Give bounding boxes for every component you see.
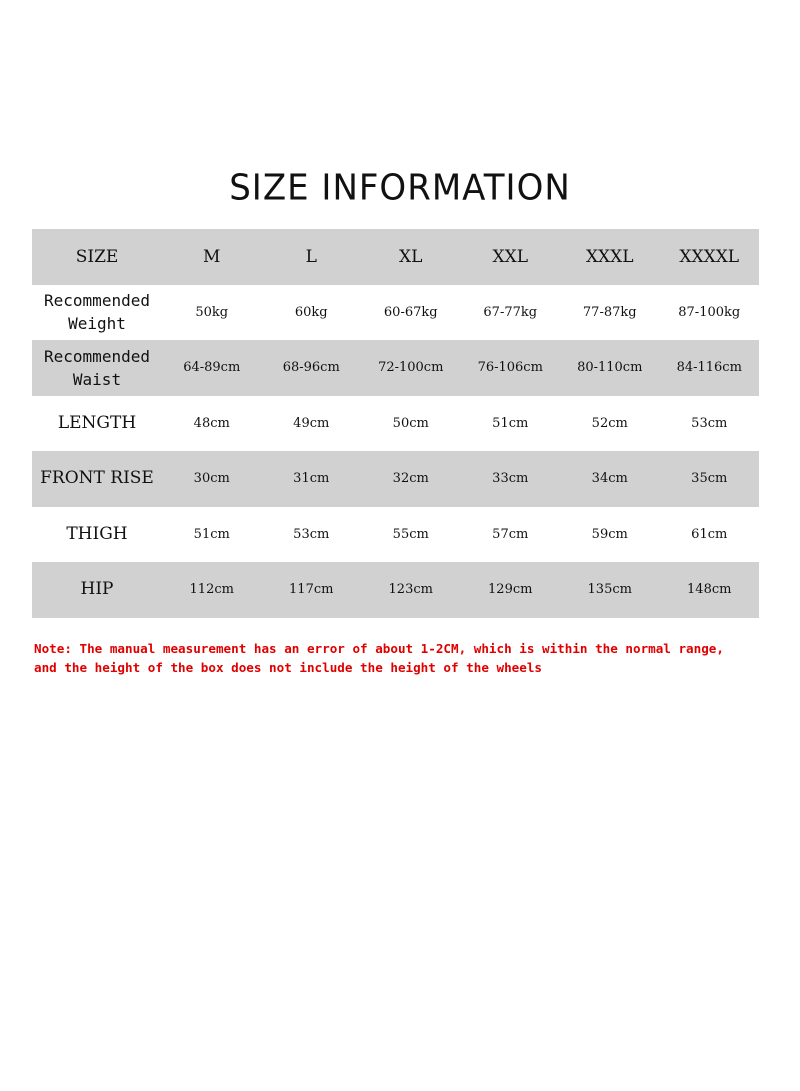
header-cell: SIZE — [32, 229, 162, 285]
table-cell: 55cm — [392, 526, 429, 542]
table-cell: 80-110cm — [560, 340, 660, 396]
table-cell: 76-106cm — [461, 340, 561, 396]
table-cell: 34cm — [560, 451, 660, 507]
row-label: LENGTH — [57, 412, 137, 433]
table-cell: 60-67kg — [383, 304, 438, 320]
table-cell: 59cm — [591, 526, 628, 542]
table-cell: 30cm — [162, 451, 262, 507]
table-cell: 72-100cm — [361, 340, 461, 396]
row-label: THIGH — [66, 523, 128, 544]
table-cell: 33cm — [461, 451, 561, 507]
table-row — [32, 562, 759, 618]
table-cell: 68-96cm — [262, 340, 362, 396]
page-title: SIZE INFORMATION — [229, 167, 571, 209]
table-cell: 64-89cm — [162, 340, 262, 396]
table-cell: 51cm — [492, 415, 529, 431]
size-chart-table — [32, 229, 759, 618]
table-cell: 123cm — [361, 562, 461, 618]
header-cell: XXXL — [560, 229, 660, 285]
table-cell: 32cm — [361, 451, 461, 507]
table-cell: 49cm — [293, 415, 330, 431]
table-row — [32, 396, 759, 452]
note-line-1: Note: The manual measurement has an error of about 1-2CM, which is within the normal range, — [34, 641, 724, 656]
table-cell: 48cm — [193, 415, 230, 431]
table-cell: 112cm — [162, 562, 262, 618]
measurement-note — [34, 639, 774, 677]
row-label: Recommended Weight — [44, 291, 150, 334]
table-row — [32, 507, 759, 563]
row-label: FRONT RISE — [32, 451, 162, 507]
header-cell: XL — [361, 229, 461, 285]
table-cell: 60kg — [294, 304, 328, 320]
table-cell: 35cm — [660, 451, 760, 507]
row-label: Recommended Waist — [32, 340, 162, 396]
header-cell: L — [262, 229, 362, 285]
row-label: HIP — [32, 562, 162, 618]
table-cell: 84-116cm — [660, 340, 760, 396]
table-row — [32, 451, 759, 507]
note-line-2: and the height of the box does not include the height of the wheels — [34, 660, 542, 675]
table-cell: 129cm — [461, 562, 561, 618]
table-cell: 148cm — [660, 562, 760, 618]
table-cell: 67-77kg — [483, 304, 538, 320]
table-cell: 135cm — [560, 562, 660, 618]
table-cell: 61cm — [691, 526, 728, 542]
header-cell: XXXXL — [660, 229, 760, 285]
table-row — [32, 340, 759, 396]
table-row — [32, 285, 759, 341]
table-cell: 52cm — [591, 415, 628, 431]
table-header-row — [32, 229, 759, 285]
header-cell: XXL — [461, 229, 561, 285]
table-cell: 87-100kg — [678, 304, 741, 320]
table-cell: 51cm — [193, 526, 230, 542]
table-cell: 53cm — [293, 526, 330, 542]
table-cell: 117cm — [262, 562, 362, 618]
table-cell: 57cm — [492, 526, 529, 542]
table-cell: 50kg — [195, 304, 229, 320]
table-cell: 31cm — [262, 451, 362, 507]
table-cell: 77-87kg — [582, 304, 637, 320]
table-cell: 53cm — [691, 415, 728, 431]
header-cell: M — [162, 229, 262, 285]
table-cell: 50cm — [392, 415, 429, 431]
